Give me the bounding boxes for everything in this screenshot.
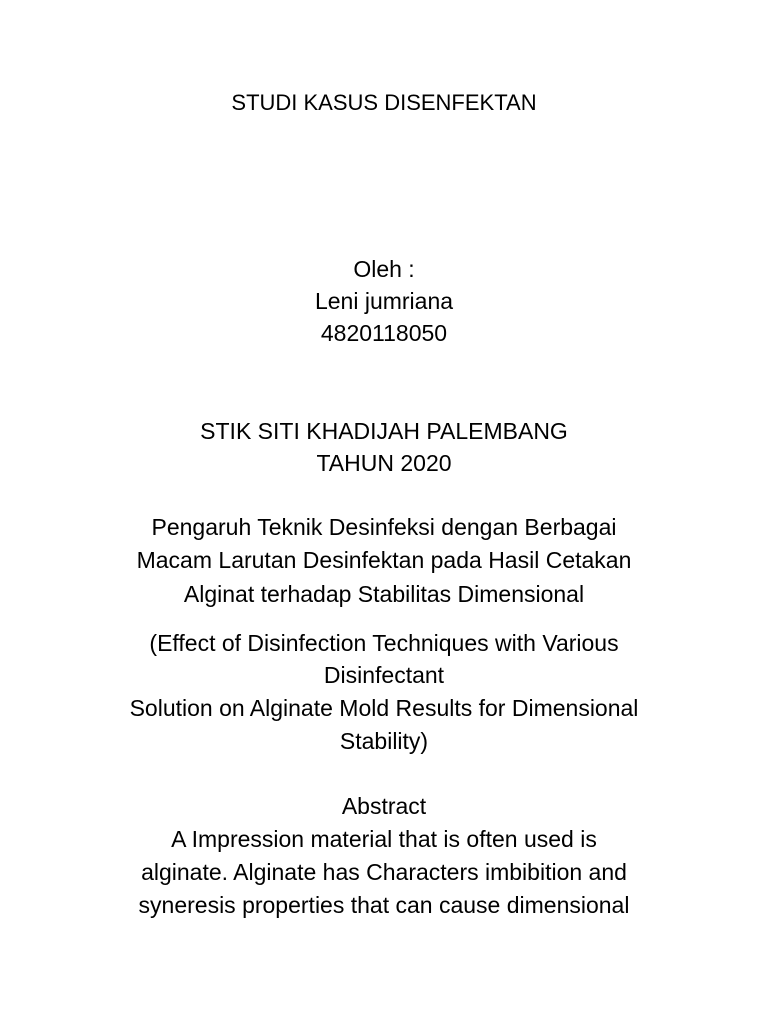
english-title-line: Solution on Alginate Mold Results for Dimensional	[129, 695, 639, 721]
english-title-line: (Effect of Disinfection Techniques with Various	[149, 630, 619, 656]
abstract-heading: Abstract	[341, 793, 427, 819]
author-name: Leni jumriana	[314, 288, 454, 314]
author-label: Oleh :	[353, 256, 415, 282]
indonesian-title-line: Pengaruh Teknik Desinfeksi dengan Berbagai	[151, 514, 617, 540]
english-title-line: Stability)	[339, 728, 429, 754]
institution-year: TAHUN 2020	[316, 450, 452, 476]
document-title: STUDI KASUS DISENFEKTAN	[231, 90, 537, 115]
indonesian-title-line: Alginat terhadap Stabilitas Dimensional	[183, 581, 585, 607]
author-id: 4820118050	[320, 320, 448, 346]
abstract-line: alginate. Alginate has Characters imbibition and	[141, 859, 627, 885]
abstract-line: A Impression material that is often used is	[171, 826, 597, 852]
abstract-line: syneresis properties that can cause dimensional	[138, 892, 630, 918]
institution-name: STIK SITI KHADIJAH PALEMBANG	[200, 418, 568, 444]
english-title-line: Disinfectant	[323, 662, 445, 688]
indonesian-title-line: Macam Larutan Desinfektan pada Hasil Cetakan	[136, 547, 632, 573]
